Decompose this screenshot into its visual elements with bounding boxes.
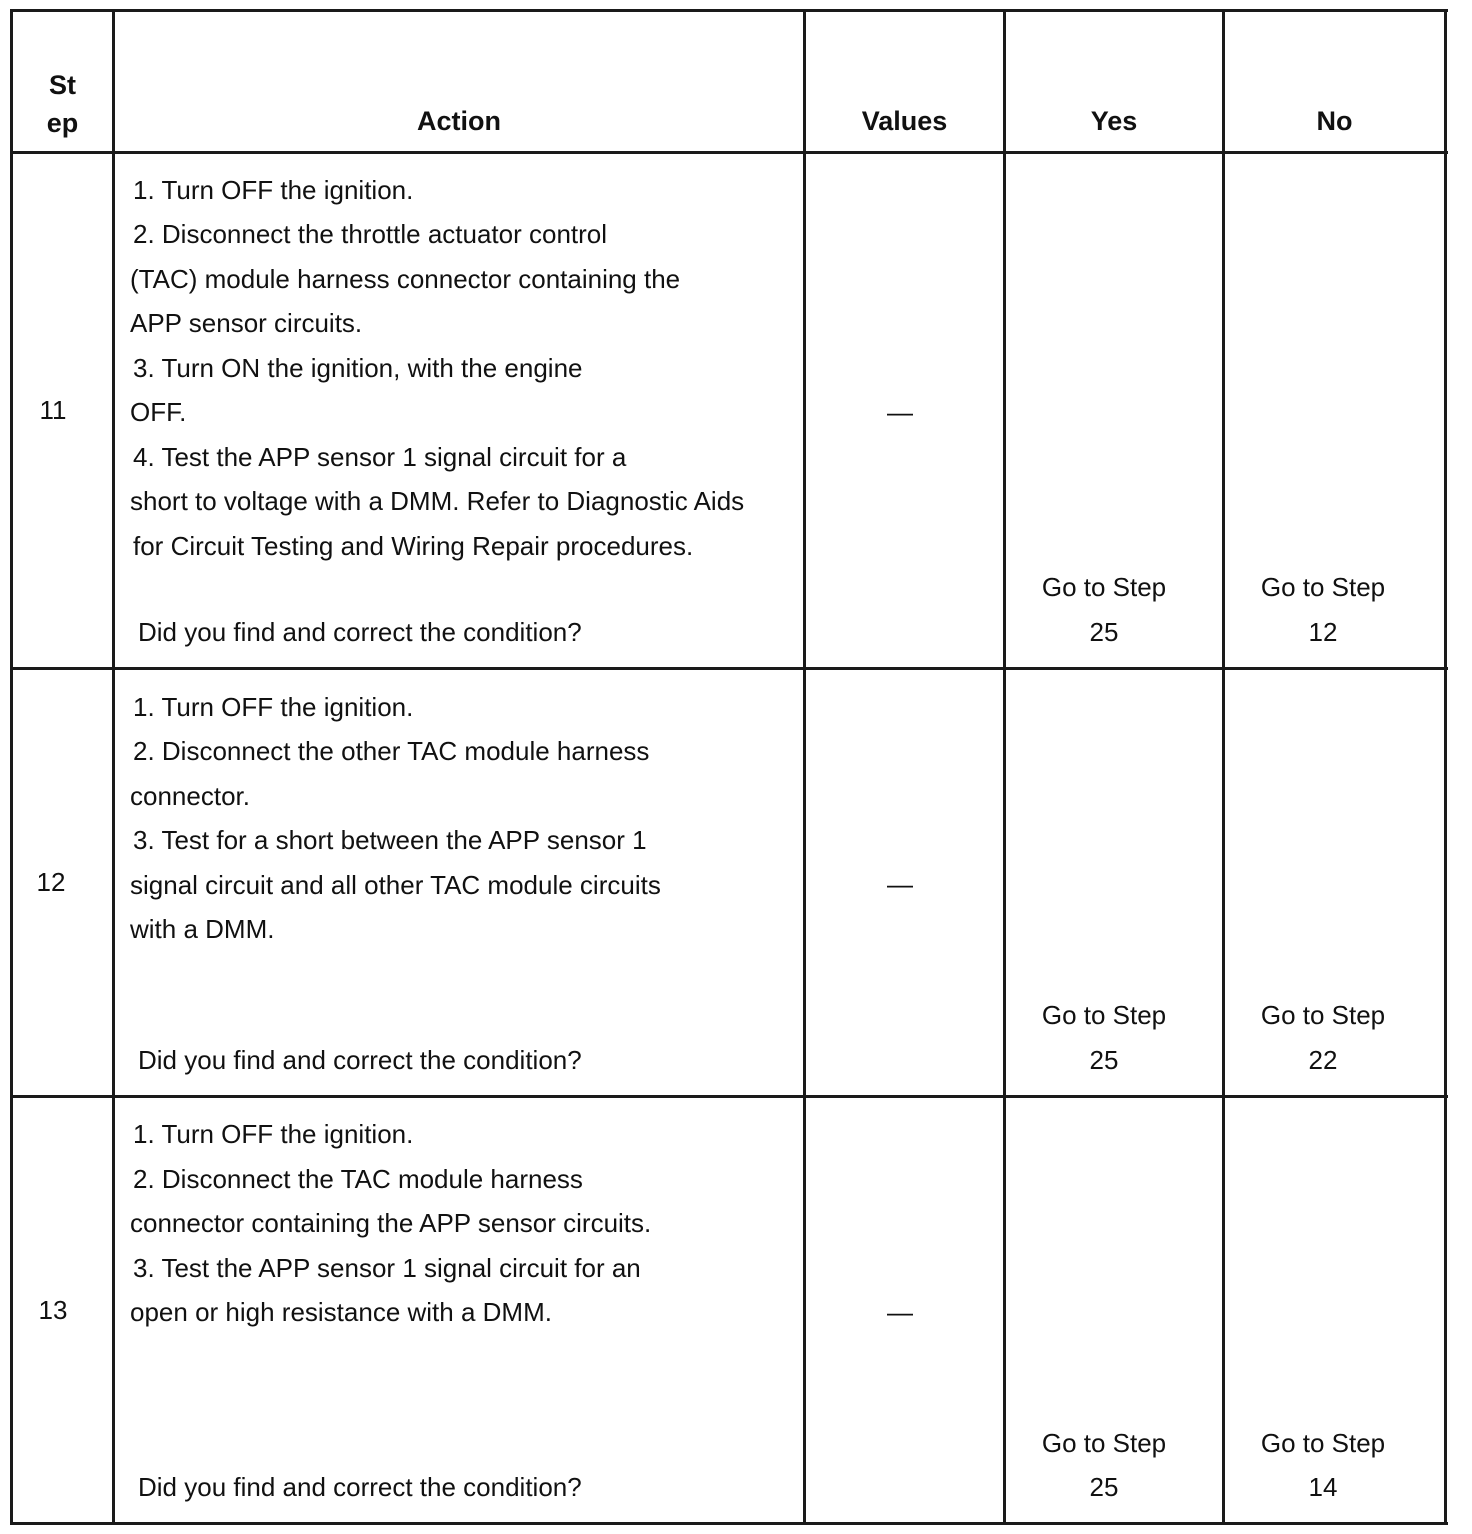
action-line: 3. Turn ON the ignition, with the engine [133,353,583,383]
step-number: 11 [39,395,67,425]
yes-goto: Go to Step [1041,1428,1167,1458]
action-question: Did you find and correct the condition? [138,1472,582,1502]
action-line: short to voltage with a DMM. Refer to Diagnostic Aids [130,486,745,516]
header-no: No [1316,106,1353,136]
action-line: 3. Test for a short between the APP sensor 1 [133,825,647,855]
column-divider [112,9,115,1525]
action-line: 2. Disconnect the TAC module harness [133,1164,583,1194]
values-cell: — [887,869,913,899]
no-goto: Go to Step [1260,1428,1386,1458]
action-line: connector. [130,781,250,811]
no-goto-step: 22 [1308,1045,1338,1075]
column-divider [1222,9,1225,1525]
row-divider [10,667,1448,670]
action-line: APP sensor circuits. [130,308,363,338]
table-border-top [10,9,1448,12]
no-goto-step: 14 [1308,1472,1338,1502]
header-values: Values [861,106,948,136]
yes-goto-step: 25 [1089,1472,1119,1502]
action-line: 1. Turn OFF the ignition. [133,692,414,722]
step-number: 13 [38,1295,68,1325]
action-line: 4. Test the APP sensor 1 signal circuit for a [133,442,627,472]
action-question: Did you find and correct the condition? [138,1045,582,1075]
action-line: signal circuit and all other TAC module circuits [130,870,661,900]
action-line: 2. Disconnect the throttle actuator control [133,219,608,249]
row-divider [10,1095,1448,1098]
action-line: OFF. [130,397,187,427]
action-line: 1. Turn OFF the ignition. [133,1119,414,1149]
action-line: (TAC) module harness connector containing the [130,264,681,294]
action-line: with a DMM. [130,914,275,944]
values-cell: — [887,1297,913,1327]
yes-goto: Go to Step [1041,572,1167,602]
no-goto: Go to Step [1260,1000,1386,1030]
table-border-right [1444,9,1447,1525]
action-line: open or high resistance with a DMM. [130,1297,552,1327]
values-cell: — [887,397,913,427]
no-goto: Go to Step [1260,572,1386,602]
table-border-bottom [10,1522,1448,1525]
action-line: 2. Disconnect the other TAC module harness [133,736,650,766]
action-line: connector containing the APP sensor circuits. [130,1208,652,1238]
action-line: 1. Turn OFF the ignition. [133,175,414,205]
yes-goto-step: 25 [1089,617,1119,647]
yes-goto: Go to Step [1041,1000,1167,1030]
action-question: Did you find and correct the condition? [138,617,582,647]
yes-goto-step: 25 [1089,1045,1119,1075]
no-goto-step: 12 [1308,617,1338,647]
header-action: Action [417,106,501,136]
step-number: 12 [36,867,66,897]
column-divider [1003,9,1006,1525]
action-line: for Circuit Testing and Wiring Repair procedures. [133,531,694,561]
action-line: 3. Test the APP sensor 1 signal circuit for an [133,1253,641,1283]
header-step: St ep [46,70,79,138]
header-yes: Yes [1090,106,1138,136]
header-divider [10,151,1448,154]
